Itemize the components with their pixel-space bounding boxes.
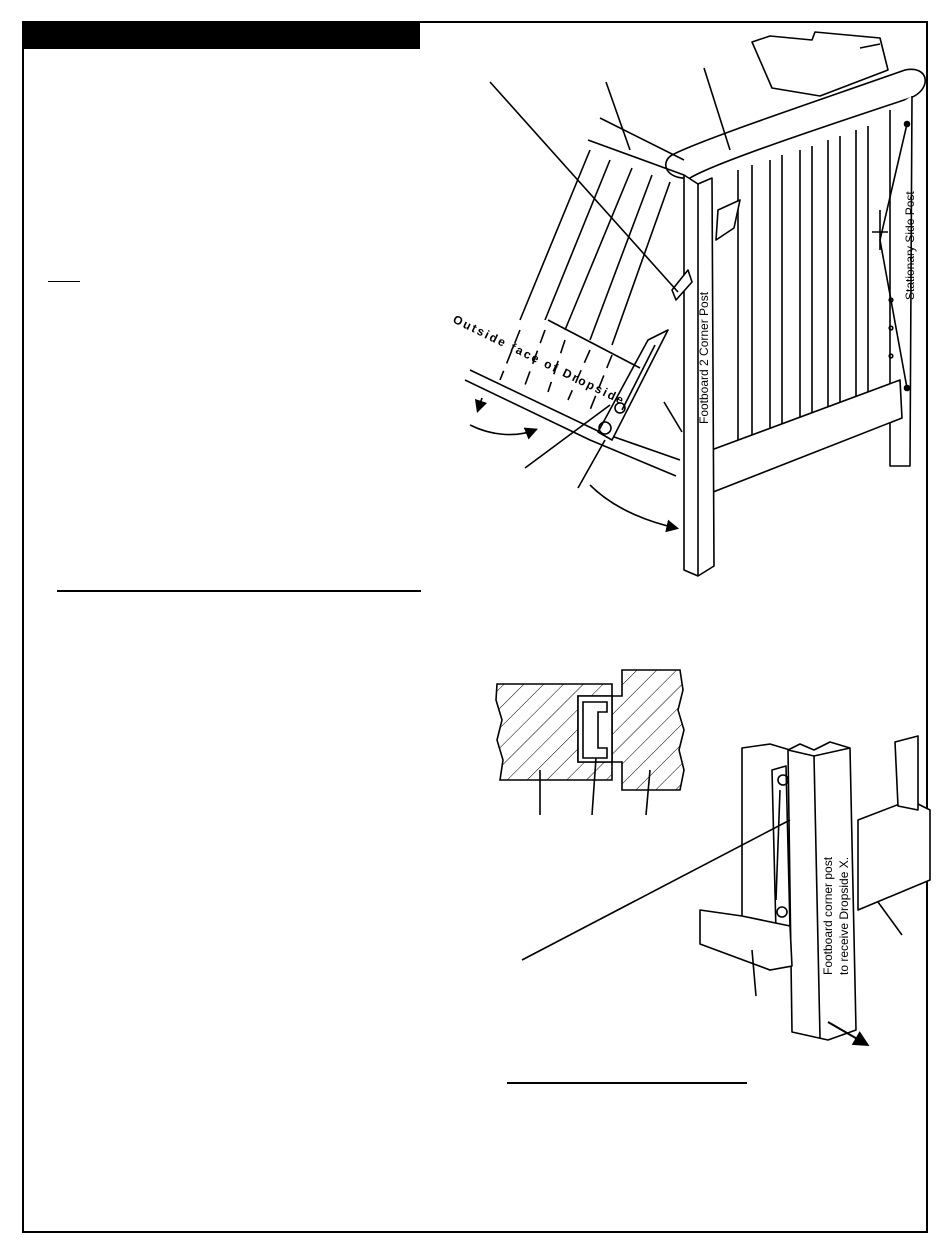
- receive-label-line2: to receive Dropside X.: [837, 856, 851, 975]
- outside-face-dropside-label: Outside face of Dropside: [450, 312, 628, 409]
- receive-label-line1: Footboard corner post: [821, 856, 835, 975]
- cross-section-figure: [496, 670, 684, 815]
- crib-assembly-figure: [465, 32, 925, 576]
- stationary-side-post-label: Stationary Side Post: [903, 191, 917, 300]
- footboard-corner-post-label: Footboard 2 Corner Post: [697, 291, 711, 424]
- corner-post-figure: [522, 736, 930, 1044]
